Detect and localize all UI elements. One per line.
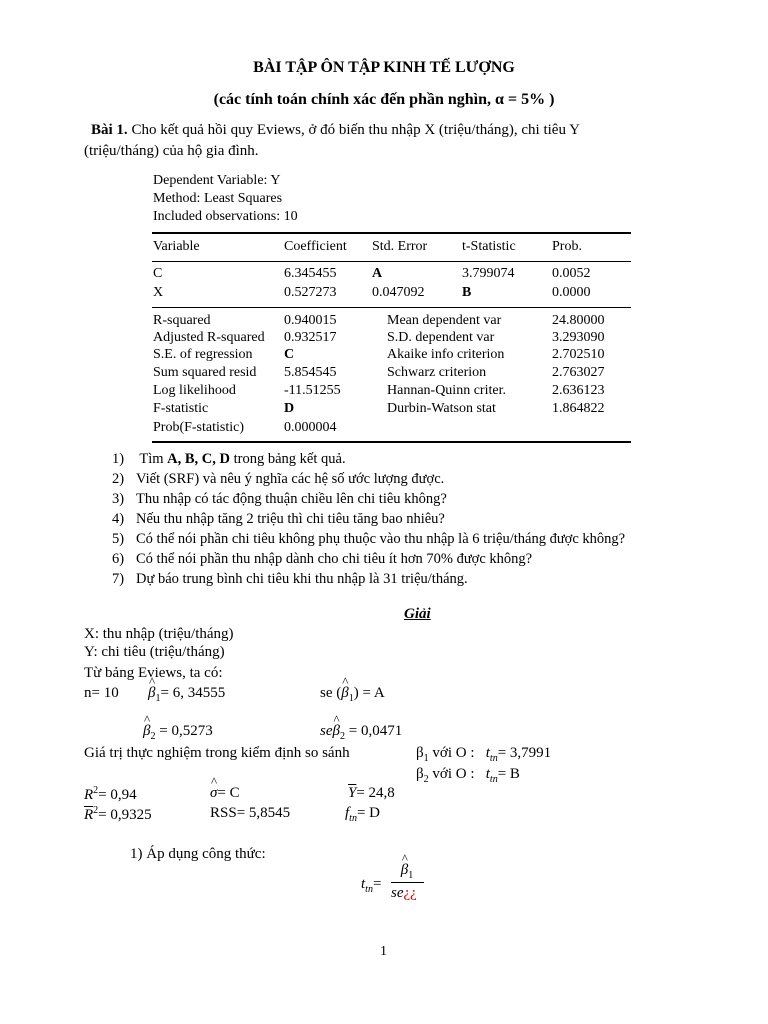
question-list: [112, 449, 625, 589]
stat-value: D: [284, 401, 295, 416]
list-item: 7) Dự báo trung bình chi tiêu khi thu nhập là 31 triệu/tháng.: [112, 571, 468, 587]
stat-value: 0.940015: [284, 313, 337, 328]
list-item: 4) Nếu thu nhập tăng 2 triệu thì chi tiêu tăng bao nhiêu?: [112, 511, 445, 527]
stat-value: 2.763027: [552, 365, 605, 380]
table-cell: B: [462, 285, 472, 300]
stat-label: Prob(F-statistic): [153, 420, 244, 435]
stat-label: S.E. of regression: [153, 347, 253, 362]
problem-line-2: (triệu/tháng) của hộ gia đình.: [84, 143, 259, 159]
eviews-method: Method: Least Squares: [153, 191, 283, 206]
list-item: 2) Viết (SRF) và nêu ý nghĩa các hệ số ước lượng được.: [112, 471, 445, 487]
table-top-rule: [152, 232, 631, 234]
stat-value: C: [284, 347, 295, 362]
table-mid-rule: [152, 307, 631, 308]
col-header-variable: Variable: [153, 239, 200, 254]
stat-label: Sum squared resid: [153, 365, 257, 380]
stat-label: Durbin-Watson stat: [387, 401, 496, 416]
stat-label: S.D. dependent var: [387, 330, 495, 345]
adjusted-r-squared: $\overline{R}^2= 0,9325$: [84, 805, 152, 823]
stat-label: Akaike info criterion: [387, 347, 505, 362]
stat-value: 0.932517: [284, 330, 337, 345]
list-item: 6) Có thể nói phần thu nhập dành cho chi tiêu ít hơn 70% được không?: [112, 551, 533, 567]
stat-label: Mean dependent var: [387, 313, 502, 328]
table-cell: C: [153, 266, 163, 281]
stat-value: 1.864822: [552, 401, 605, 416]
table-bottom-rule: [152, 441, 631, 443]
formula-denominator: se¿¿: [391, 885, 417, 901]
fraction-bar: [391, 882, 424, 883]
n-value: n= 10: [84, 685, 119, 701]
stat-label: Adjusted R-squared: [153, 330, 265, 345]
stat-value: 0.000004: [284, 420, 337, 435]
y-bar: $\overline{Y}= 24,8$: [348, 785, 395, 801]
table-cell: 0.047092: [372, 285, 425, 300]
beta2-test: $\beta_2$ với O : $t_{tn}= B$: [416, 766, 520, 785]
eviews-dependent-var: Dependent Variable: Y: [153, 173, 281, 188]
table-cell: 0.527273: [284, 285, 337, 300]
beta2-estimate: ^ $\beta_2 = 0,5273$: [143, 723, 213, 742]
problem-line-1: [91, 122, 580, 139]
formula-numerator: ^ $\beta_1$: [393, 862, 421, 881]
beta1-test: $\beta_1$ với O : $t_{tn}= 3,7991$: [416, 745, 552, 764]
x-definition: X: thu nhập (triệu/tháng): [84, 626, 234, 642]
stat-value: 5.854545: [284, 365, 337, 380]
stat-label: Hannan-Quinn criter.: [387, 383, 506, 398]
document-title: BÀI TẬP ÔN TẬP KINH TẾ LƯỢNG: [253, 59, 515, 76]
rss-value: RSS= 5,8545: [210, 805, 291, 821]
stat-label: R-squared: [153, 313, 211, 328]
experimental-value-text: Giá trị thực nghiệm trong kiểm định so sánh: [84, 745, 350, 761]
step-1-text: 1) Áp dụng công thức:: [130, 846, 266, 862]
r-squared: $R^2= 0,94$: [84, 785, 137, 803]
stat-value: -11.51255: [284, 383, 341, 398]
stat-value: 3.293090: [552, 330, 605, 345]
beta1-estimate: ^ $\beta_1= 6$, 34555: [148, 685, 225, 704]
y-definition: Y: chi tiêu (triệu/tháng): [84, 644, 225, 660]
table-cell: 6.345455: [284, 266, 337, 281]
stat-value: 2.702510: [552, 347, 605, 362]
stat-value: 2.636123: [552, 383, 605, 398]
table-cell: X: [153, 285, 164, 300]
problem-text-1: Cho kết quả hồi quy Eviews, ở đó biến thu nhập X (triệu/tháng), chi tiêu Y: [127, 122, 580, 138]
solution-heading: Giải: [404, 606, 431, 622]
from-table-text: Từ bảng Eviews, ta có:: [84, 665, 223, 681]
se-beta1: se (^ $\beta_1) = A$: [320, 685, 385, 704]
list-item: 3) Thu nhập có tác động thuận chiều lên chi tiêu không?: [112, 491, 447, 507]
col-header-std-error: Std. Error: [372, 239, 428, 254]
t-formula: $t_{tn}=$: [361, 876, 382, 895]
page-number: 1: [380, 944, 387, 959]
table-cell: A: [372, 266, 383, 281]
sigma-hat: ^ σ= C: [210, 785, 240, 802]
table-cell: 0.0000: [552, 285, 591, 300]
table-cell: 0.0052: [552, 266, 591, 281]
col-header-coefficient: Coefficient: [284, 239, 347, 254]
document-subtitle: (các tính toán chính xác đến phần nghìn, α = 5% ): [213, 91, 555, 108]
col-header-prob: Prob.: [552, 239, 582, 254]
f-statistic: $f_{tn}= D$: [345, 805, 380, 824]
stat-label: F-statistic: [153, 401, 209, 416]
stat-label: Schwarz criterion: [387, 365, 487, 380]
stat-label: Log likelihood: [153, 383, 236, 398]
problem-label: Bài 1.: [91, 122, 128, 138]
table-header-rule: [152, 261, 631, 262]
stat-value: 24.80000: [552, 313, 605, 328]
list-item: 1) Tìm A, B, C, D trong bảng kết quả.: [112, 451, 346, 467]
eviews-observations: Included observations: 10: [153, 209, 298, 224]
col-header-t-statistic: t-Statistic: [462, 239, 516, 254]
table-cell: 3.799074: [462, 266, 515, 281]
list-item: 5) Có thể nói phần chi tiêu không phụ thuộc vào thu nhập là 6 triệu/tháng được không?: [112, 531, 626, 547]
se-beta2: se^ $\beta_2 = 0,0471$: [320, 723, 402, 742]
